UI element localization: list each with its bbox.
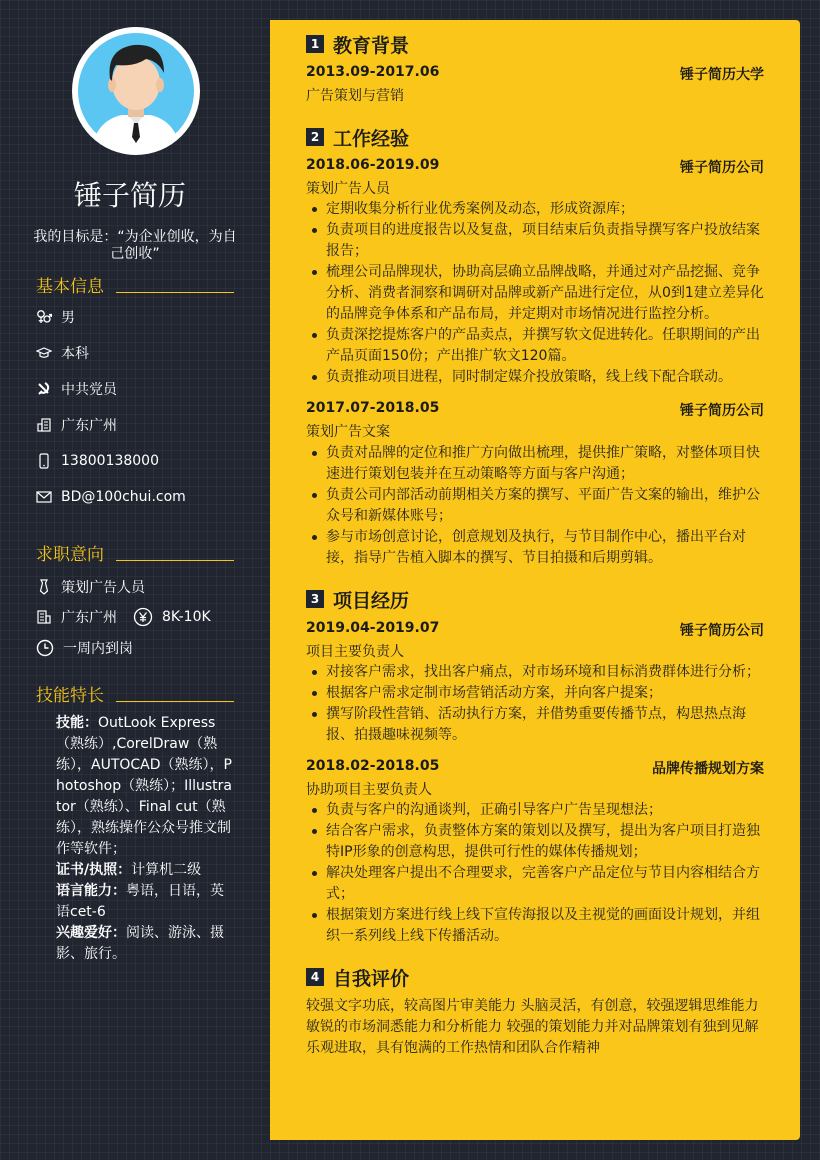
work-entry-2-head [306, 400, 764, 420]
mail-icon [36, 489, 52, 505]
project-entry-2-bullets [306, 800, 768, 947]
hobby-label: 兴趣爱好： [56, 925, 126, 941]
heading-underline [116, 292, 234, 293]
heading-underline [116, 701, 234, 702]
list-item: 解决处理客户提出不合理要求，完善客户产品定位与节目内容相结合方式； [306, 863, 768, 905]
section-number: 2 [306, 128, 324, 146]
education-title [306, 31, 409, 57]
phone-icon [36, 453, 52, 469]
info-email-text: BD@100chui.com [61, 489, 186, 505]
project-entry-1-date: 2019.04-2019.07 [306, 620, 440, 636]
skills-language [56, 881, 234, 923]
project-entry-2-date: 2018.02-2018.05 [306, 758, 440, 774]
education-date: 2013.09-2017.06 [306, 64, 440, 80]
info-education [36, 342, 89, 364]
info-education-text: 本科 [61, 346, 89, 362]
skills-block [56, 713, 234, 965]
cert-label: 证书/执照： [56, 862, 132, 878]
building-icon [36, 417, 52, 433]
project-entry-1-bullets [306, 662, 768, 746]
list-item: 梳理公司品牌现状，协助高层确立品牌战略，并通过对产品挖掘、竞争分析、消费者洞察和调研对品牌或新产品进行定位，从0到1建立差异化的品牌竞争体系和产品布局，并定期对市场情况进行监控分析。 [306, 262, 768, 325]
project-entry-1-role: 项目主要负责人 [306, 644, 404, 660]
tie-icon [36, 579, 52, 595]
skills-heading [36, 681, 236, 705]
project-entry-2-head [306, 758, 764, 778]
skills-label: 技能： [56, 715, 98, 731]
section-number: 3 [306, 590, 324, 608]
projects-title [306, 586, 409, 612]
work-entry-2-company: 锤子简历公司 [680, 403, 764, 419]
info-politics-text: 中共党员 [61, 382, 117, 398]
heading-underline [116, 560, 234, 561]
info-politics [36, 378, 117, 400]
lang-text: 粤语，日语，英语cet-6 [56, 883, 224, 920]
work-entry-1-role: 策划广告人员 [306, 181, 390, 197]
list-item: 定期收集分析行业优秀案例及动态，形成资源库； [306, 199, 768, 220]
candidate-name: 锤子简历 [73, 179, 186, 212]
intent-city-text: 广东广州 [61, 610, 117, 626]
self-eval-title [306, 964, 409, 990]
self-eval-title-text: 自我评价 [333, 967, 410, 990]
avatar-illustration [72, 27, 200, 155]
cert-text: 计算机二级 [131, 862, 202, 878]
job-intent-heading-text: 求职意向 [36, 545, 104, 565]
projects-title-text: 项目经历 [333, 589, 410, 612]
info-phone [36, 450, 159, 472]
basic-info-heading [36, 272, 236, 296]
info-gender [36, 306, 75, 328]
intent-city-salary [36, 606, 211, 628]
education-title-text: 教育背景 [333, 34, 410, 57]
graduation-cap-icon [36, 345, 52, 361]
section-number: 1 [306, 35, 324, 53]
list-item: 对接客户需求，找出客户痛点，对市场环境和目标消费群体进行分析； [306, 662, 768, 683]
gender-icon [36, 309, 52, 325]
intent-position [36, 576, 145, 598]
work-entry-1-company: 锤子简历公司 [680, 160, 764, 176]
intent-availability-text: 一周内到岗 [63, 641, 133, 657]
project-entry-1-org: 锤子简历公司 [680, 623, 764, 639]
hobby-text: 阅读、游泳、摄影、旅行。 [56, 925, 224, 962]
yuan-icon [133, 607, 153, 627]
work-entry-1-bullets [306, 199, 768, 388]
work-entry-1-head [306, 157, 764, 177]
education-major: 广告策划与营销 [306, 88, 404, 104]
intent-availability [36, 637, 133, 659]
education-head [306, 64, 764, 84]
work-title [306, 124, 409, 150]
basic-info-heading-text: 基本信息 [36, 277, 104, 297]
sidebar [0, 0, 270, 1160]
project-entry-2-org: 品牌传播规划方案 [652, 761, 764, 777]
list-item: 撰写阶段性营销、活动执行方案，并借势重要传播节点，构思热点海报、拍摄趣味视频等。 [306, 704, 768, 746]
intent-salary-text: 8K-10K [162, 609, 211, 625]
list-item: 结合客户需求，负责整体方案的策划以及撰写，提出为客户项目打造独特IP形象的创意构思，提供可行性的媒体传播规划； [306, 821, 768, 863]
list-item: 负责项目的进度报告以及复盘，项目结束后负责指导撰写客户投放结案报告； [306, 220, 768, 262]
work-entry-1-date: 2018.06-2019.09 [306, 157, 440, 173]
info-gender-text: 男 [61, 310, 75, 326]
job-intent-heading [36, 540, 236, 564]
list-item: 根据策划方案进行线上线下宣传海报以及主视觉的画面设计规划，并组织一系列线上线下传播活动。 [306, 905, 768, 947]
skills-cert [56, 860, 234, 881]
info-email [36, 486, 186, 508]
work-entry-2-bullets [306, 443, 768, 569]
self-eval-text: 较强文字功底，较高图片审美能力 头脑灵活，有创意，较强逻辑思维能力 敏锐的市场洞悉能力和分析能力 较强的策划能力并对品牌策划有独到见解 乐观进取，具有饱满的工作热情和团队合作精神 [306, 998, 759, 1056]
career-goal: 我的目标是：“为企业创收，为自己创收” [33, 229, 237, 262]
skills-heading-text: 技能特长 [36, 686, 104, 706]
building-icon [36, 609, 52, 625]
project-entry-1-head [306, 620, 764, 640]
list-item: 负责深挖提炼客户的产品卖点，并撰写软文促进转化。任职期间的产出产品页面150份；产出推广软文120篇。 [306, 325, 768, 367]
info-location [36, 414, 117, 436]
project-entry-2-role: 协助项目主要负责人 [306, 782, 432, 798]
info-phone-text: 13800138000 [61, 453, 159, 469]
education-school: 锤子简历大学 [680, 67, 764, 83]
list-item: 负责与客户的沟通谈判，正确引导客户广告呈现想法； [306, 800, 768, 821]
intent-position-text: 策划广告人员 [61, 580, 145, 596]
work-title-text: 工作经验 [333, 127, 410, 150]
work-entry-2-role: 策划广告文案 [306, 424, 390, 440]
list-item: 负责对品牌的定位和推广方向做出梳理，提供推广策略，对整体项目快速进行策划包装并在互动策略等方面与客户沟通； [306, 443, 768, 485]
section-number: 4 [306, 968, 324, 986]
skills-text: OutLook Express（熟练）,CorelDraw（熟练），AUTOCAD（熟练），Photoshop（熟练）；Illustrator（熟练）、Final cut（熟练），熟练操作公众号推文制作等软件； [56, 715, 233, 857]
main-panel [270, 20, 800, 1140]
list-item: 参与市场创意讨论，创意规划及执行，与节目制作中心，播出平台对接，指导广告植入脚本的撰写、节目拍摄和后期剪辑。 [306, 527, 768, 569]
skills-software [56, 713, 234, 860]
skills-hobby [56, 923, 234, 965]
party-emblem-icon [36, 381, 52, 397]
list-item: 负责公司内部活动前期相关方案的撰写、平面广告文案的输出，维护公众号和新媒体账号； [306, 485, 768, 527]
avatar [72, 27, 200, 155]
info-location-text: 广东广州 [61, 418, 117, 434]
lang-label: 语言能力： [56, 883, 126, 899]
list-item: 根据客户需求定制市场营销活动方案，并向客户提案； [306, 683, 768, 704]
work-entry-2-date: 2017.07-2018.05 [306, 400, 440, 416]
clock-icon [36, 639, 54, 657]
list-item: 负责推动项目进程，同时制定媒介投放策略，线上线下配合联动。 [306, 367, 768, 388]
